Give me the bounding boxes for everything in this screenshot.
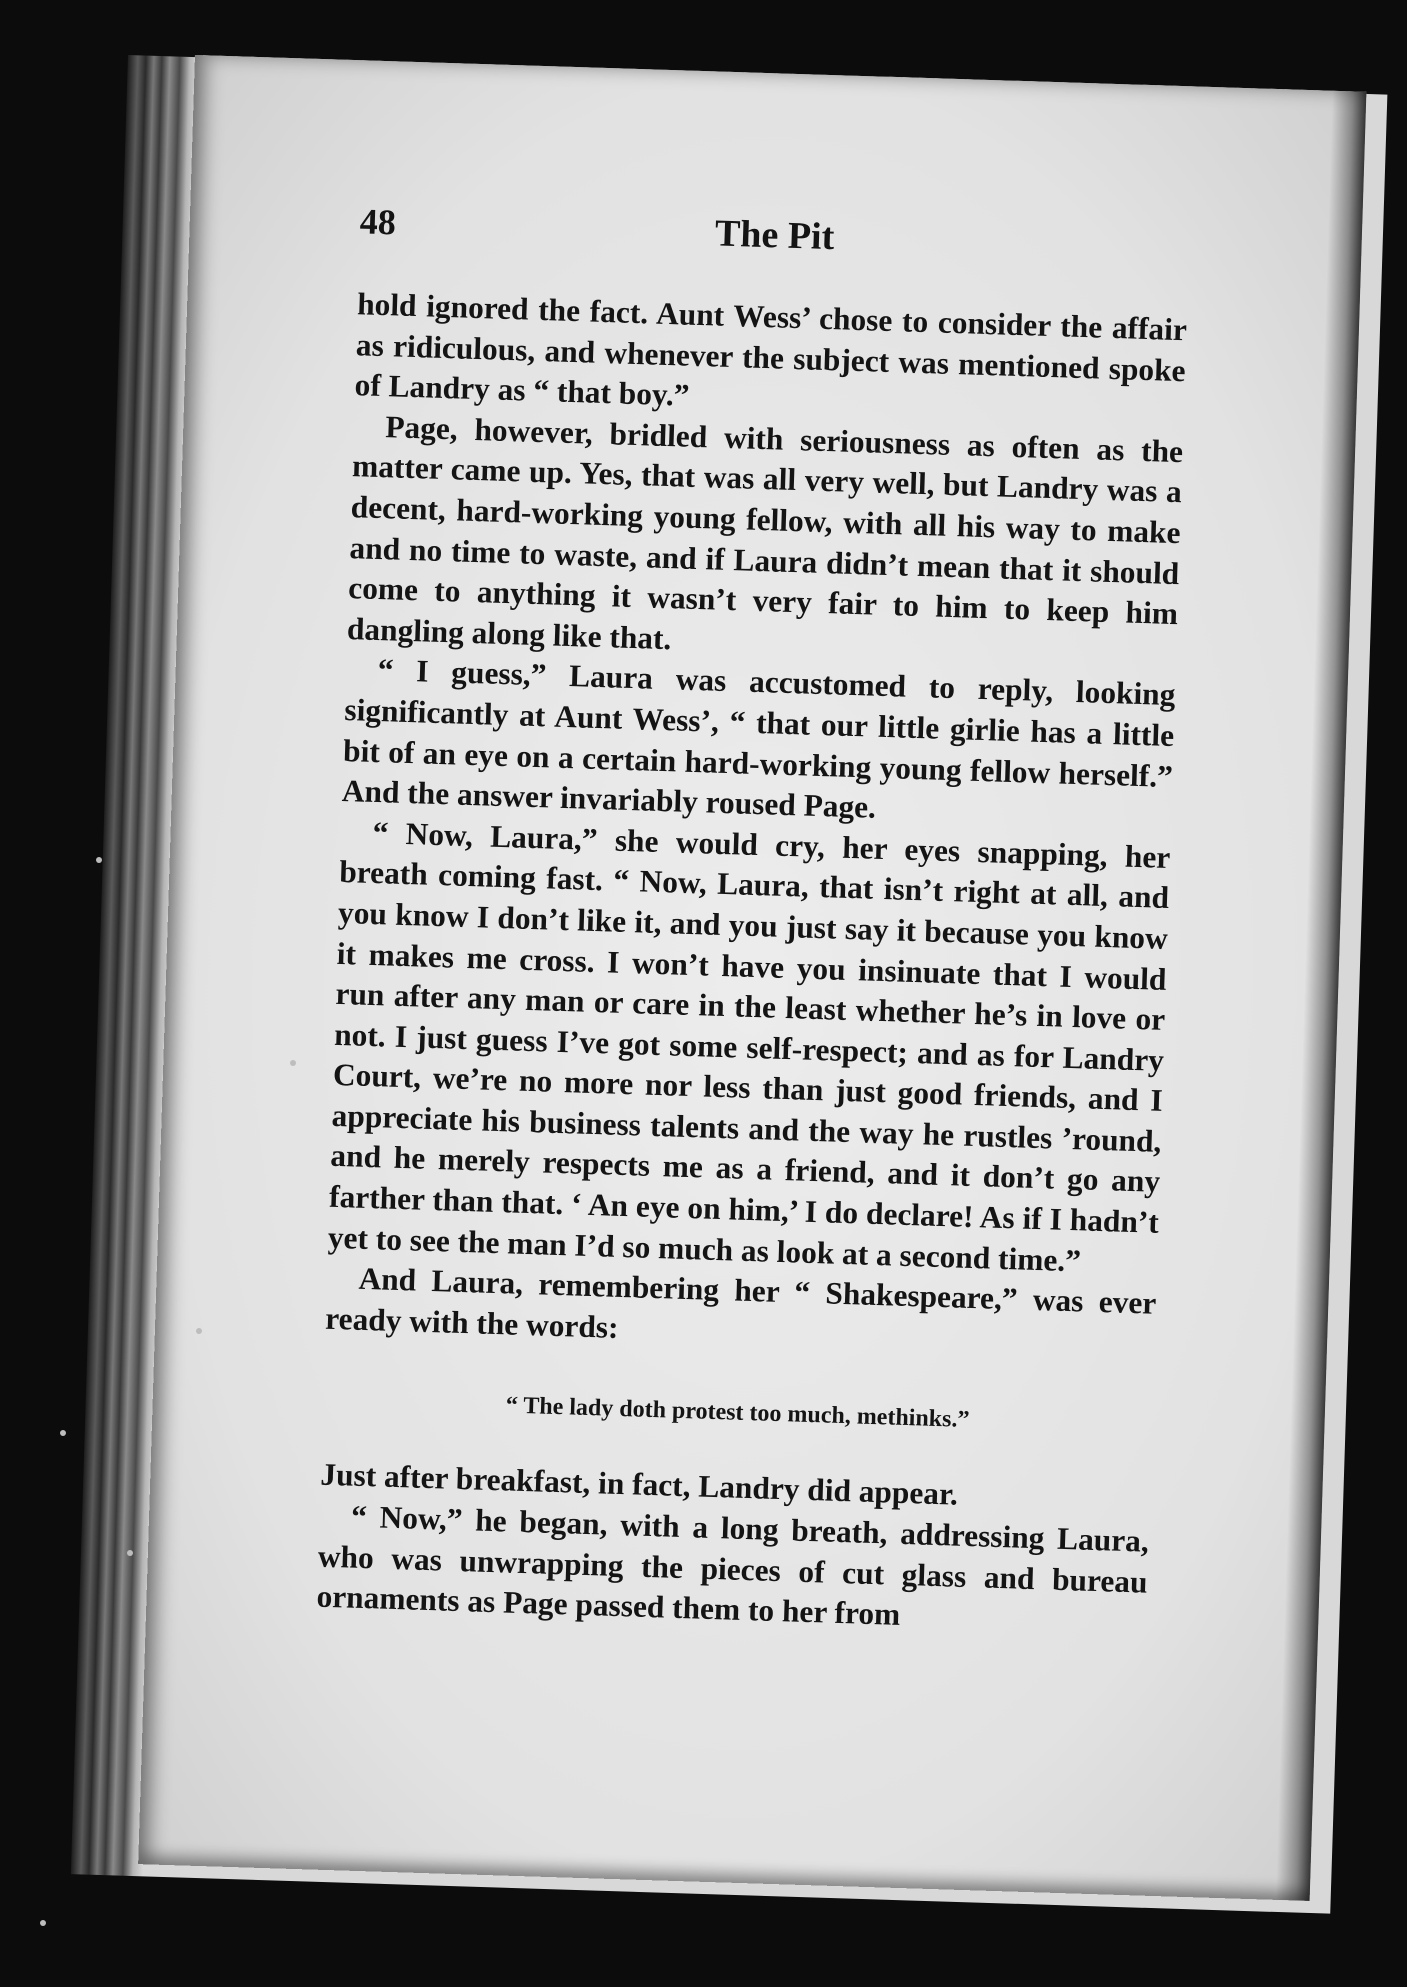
scan-speck	[127, 1550, 133, 1556]
paragraph: hold ignored the fact. Aunt Wess’ chose to consider the affair as ridiculous, and whenever the subject was mentioned spoke of Landry as “ that boy.”	[354, 286, 1188, 413]
block-quotation: “ The lady doth protest too much, methinks.”	[505, 1392, 970, 1434]
scan-speck	[40, 1920, 46, 1926]
scan-speck	[196, 1328, 202, 1334]
paragraph: And Laura, remembering her “ Shakespeare,” was ever ready with the words:	[324, 1261, 1157, 1345]
scan-speck	[60, 1430, 66, 1436]
page-header	[358, 200, 1190, 296]
book-page	[138, 55, 1366, 1901]
scan-speck	[96, 857, 102, 863]
paragraph: “ I guess,” Laura was accustomed to reply, looking significantly at Aunt Wess’, “ that our little girlie has a little bit of an eye on a certain hard-working young fellow herself.” And the answer invariably roused Page.	[341, 652, 1176, 825]
paragraph: Just after breakfast, in fact, Landry did appear.	[319, 1457, 959, 1513]
paragraph: “ Now,” he began, with a long breath, addressing Laura, who was unwrapping the pieces of cut glass and bureau ornaments as Page passed them to her from	[316, 1498, 1150, 1633]
paragraph: “ Now, Laura,” she would cry, her eyes snapping, her breath coming fast. “ Now, Laura, that isn’t right at all, and you know I don’t like it, and you just say it because you know it makes me cross. I won’t have you insinuate that I would run after any man or care in the least whether he’s in love or not. I just guess I’ve got some self-respect; and as for Landry Court, we’re no more nor less than just good friends, and I appreciate his business talents and the way he rustles ’round, and he merely respects me as a friend, and it don’t go any farther than that. ‘ An eye on him,’ I do declare! As if I hadn’t yet to see the man I’d so much as look at a second time.”	[327, 814, 1171, 1279]
paragraph: Page, however, bridled with seriousness as often as the matter came up. Yes, that was all very well, but Landry was a decent, hard-working young fellow, with all his way to make and no time to waste, and if Laura didn’t mean that it should come to anything it wasn’t very fair to him to keep him dangling along like that.	[346, 408, 1184, 656]
scan-speck	[290, 1060, 296, 1066]
body-text	[316, 284, 1187, 1643]
page-number: 48	[359, 201, 397, 243]
page-content	[316, 200, 1190, 1643]
running-title: The Pit	[714, 212, 835, 259]
